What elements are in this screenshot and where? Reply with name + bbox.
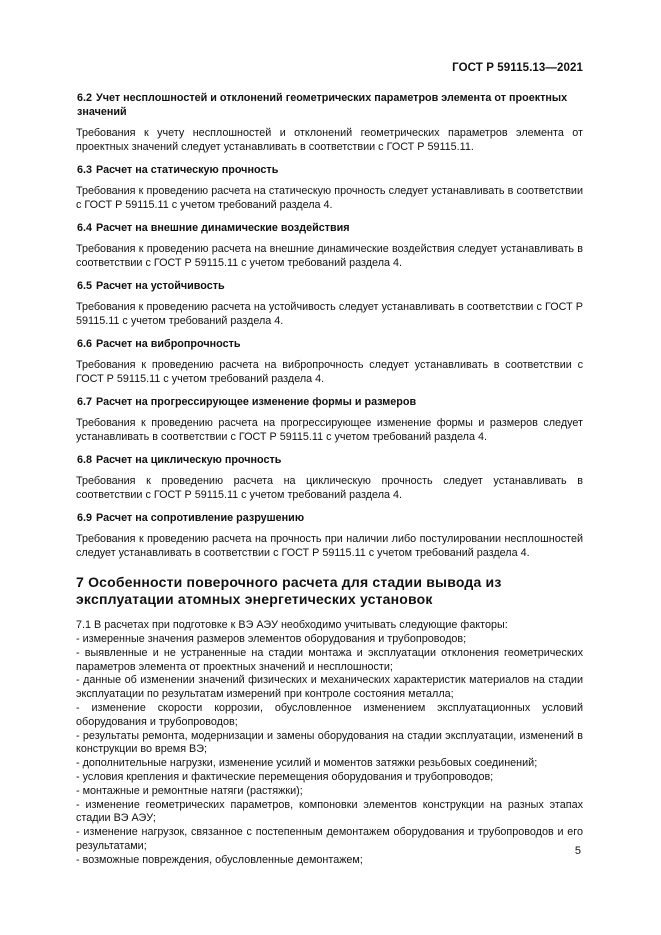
section-6-3 [76, 163, 583, 212]
list-item: - условия крепления и фактические перемещения оборудования и трубопроводов; [76, 770, 494, 783]
section-paragraph: Требования к проведению расчета на прочность при наличии либо постулировании несплошностей следует устанавливать в соответствии с ГОСТ Р 59115.11 с учетом требований раздела 4. [76, 533, 583, 559]
section-heading: 6.2 Учет несплошностей и отклонений геометрических параметров элемента от проектных значений [77, 92, 568, 118]
section-heading: 6.5 Расчет на устойчивость [77, 280, 225, 292]
list-item: - данные об изменении значений физических и механических характеристик материалов на стадии эксплуатации по результатам измерений при контроле состояния металла; [76, 674, 583, 701]
section-paragraph: Требования к проведению расчета на внешние динамические воздействия следует устанавливать в соответствии с ГОСТ Р 59115.11 с учетом требований раздела 4. [76, 243, 583, 269]
document-body [76, 91, 583, 868]
section-6-8 [76, 453, 583, 502]
section-heading: 6.9 Расчет на сопротивление разрушению [77, 512, 305, 524]
document-id-header: ГОСТ Р 59115.13—2021 [452, 62, 583, 74]
section-6-2 [76, 91, 583, 154]
section-6-5 [76, 279, 583, 328]
section-heading: 6.7 Расчет на прогрессирующее изменение формы и размеров [77, 396, 417, 408]
list-item: - измеренные значения размеров элементов оборудования и трубопроводов; [76, 633, 467, 645]
section-7-1-intro: 7.1 В расчетах при подготовке к ВЭ АЭУ необходимо учитывать следующие факторы: [76, 619, 508, 631]
section-6-9 [76, 511, 583, 560]
section-paragraph: Требования к проведению расчета на прогрессирующее изменение формы и размеров следует устанавливать в соответствии с ГОСТ Р 59115.11 с учетом требований раздела 4. [76, 417, 583, 443]
section-heading: 6.8 Расчет на циклическую прочность [77, 454, 282, 466]
list-item: - изменение геометрических параметров, компоновки элементов конструкции на разных этапах стадии ВЭ АЭУ; [76, 798, 583, 825]
list-item: - результаты ремонта, модернизации и замены оборудования на стадии эксплуатации, изменений в конструкции во время ВЭ; [76, 729, 583, 756]
list-item: - монтажные и ремонтные натяги (растяжки); [76, 784, 303, 797]
section-6-4 [76, 221, 583, 270]
list-item: - выявленные и не устраненные на стадии монтажа и эксплуатации отклонения геометрических параметров элемента от проектных значений и несплошности; [76, 646, 583, 673]
section-paragraph: Требования к проведению расчета на устойчивость следует устанавливать в соответствии с ГОСТ Р 59115.11 с учетом требований раздела 4. [76, 301, 583, 327]
section-paragraph: Требования к проведению расчета на циклическую прочность следует устанавливать в соответствии с ГОСТ Р 59115.11 с учетом требований раздела 4. [76, 475, 583, 501]
list-item: - изменение нагрузок, связанное с постепенным демонтажем оборудования и трубопроводов и его результатами; [76, 826, 583, 852]
section-paragraph: Требования к учету несплошностей и отклонений геометрических параметров элемента от проектных значений следует устанавливать в соответствии с ГОСТ Р 59115.11. [76, 127, 583, 153]
section-paragraph: Требования к проведению расчета на вибропрочность следует устанавливать в соответствии с ГОСТ Р 59115.11 с учетом требований раздела 4. [76, 359, 583, 385]
section-heading: 6.4 Расчет на внешние динамические воздействия [77, 222, 350, 234]
section-heading: 6.6 Расчет на вибропрочность [77, 338, 241, 350]
section-heading: 6.3 Расчет на статическую прочность [77, 164, 279, 176]
section-6-7 [76, 395, 583, 444]
list-item: - изменение скорости коррозии, обусловленное изменением эксплуатационных условий оборудования и трубопроводов; [76, 701, 583, 728]
factors-list [76, 633, 583, 868]
list-item: - возможные повреждения, обусловленные демонтажем; [76, 853, 363, 866]
section-7-heading: 7 Особенности поверочного расчета для стадии вывода из эксплуатации атомных энергетических установок [76, 574, 502, 607]
section-6-6 [76, 337, 583, 386]
list-item: - дополнительные нагрузки, изменение усилий и моментов затяжки резьбовых соединений; [76, 757, 538, 770]
page-number: 5 [574, 845, 581, 857]
section-paragraph: Требования к проведению расчета на статическую прочность следует устанавливать в соответствии с ГОСТ Р 59115.11 с учетом требований раздела 4. [76, 185, 583, 211]
